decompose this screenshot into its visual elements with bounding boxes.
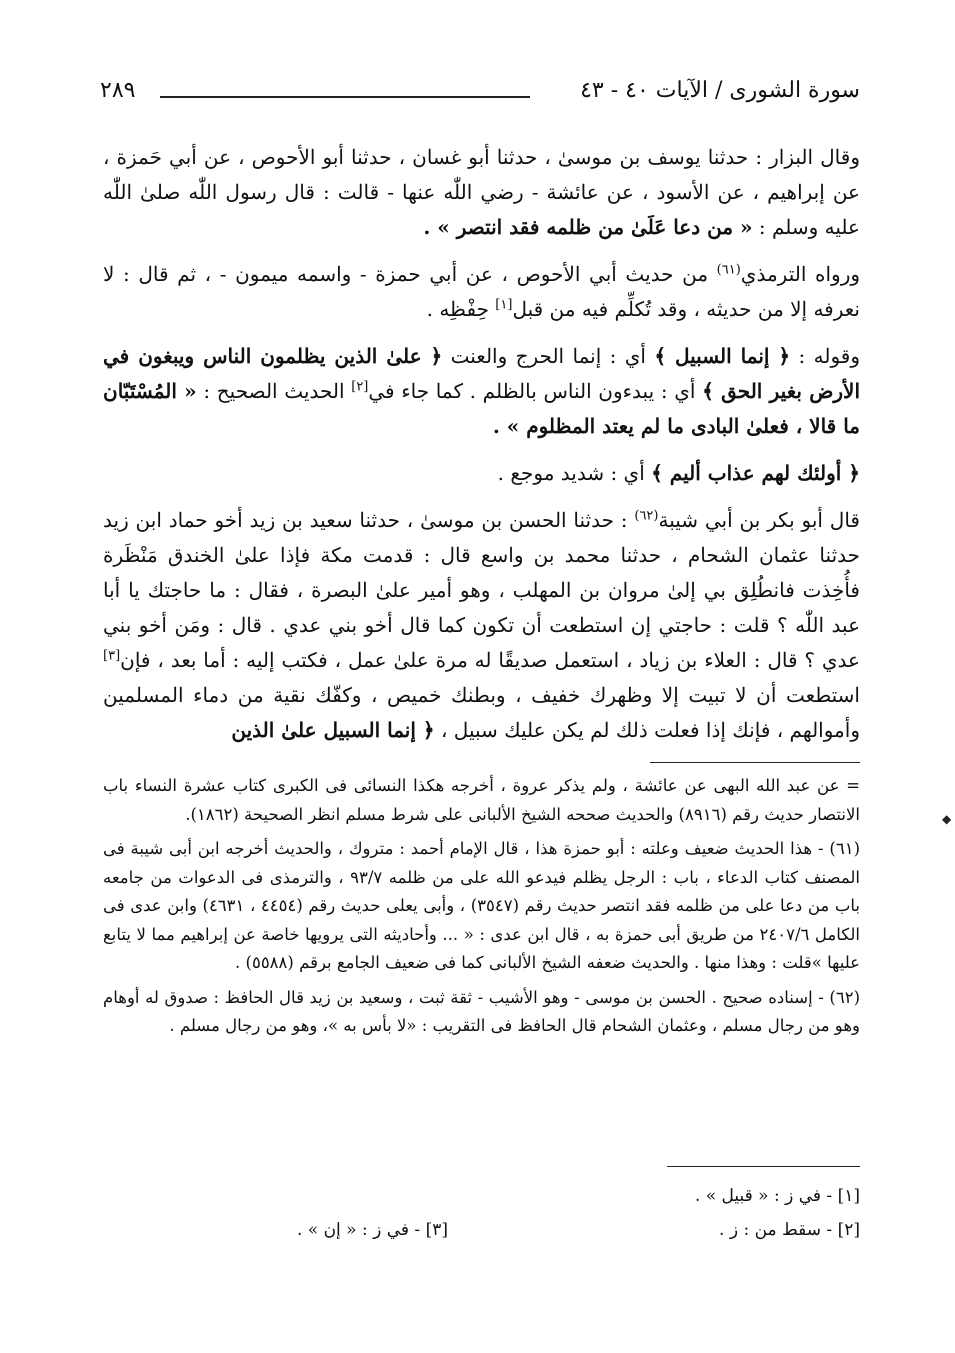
quran-quote: ﴿ علىٰ الذين يظلمون الناس ويبغون في الأرض بغير الحق ﴾: [103, 344, 860, 403]
running-title: سورة الشورى / الآيات ٤٠ - ٤٣: [580, 78, 860, 103]
paragraph-tirmidhi: [103, 257, 860, 327]
paragraph-ibn-abi-shayba: [103, 503, 860, 748]
paragraph-text: ورواه الترمذي: [740, 262, 861, 286]
footnote-62: (٦٢) - إسناده صحيح . الحسن بن موسى - وهو الأشيب - ثقة ثبت ، وسعيد بن زيد قال الحافظ : صدوق له أوهام وهو من رجال مسلم ، وعثمان الشحام قال الحافظ فى التقريب : «لا بأس به »، وهو من رجال مسلم .: [103, 987, 860, 1035]
paragraph-bazzar: [103, 140, 860, 245]
footnotes: [103, 772, 860, 1047]
paragraph-text: قال أبو بكر بن أبي شيبة: [658, 508, 860, 532]
quran-quote: ﴿ إنما السبيل علىٰ الذين: [231, 718, 435, 742]
paragraph-text: أي : إنما الحرج والعنت: [442, 344, 655, 368]
footnote-ref: (٦١): [716, 262, 741, 278]
paragraph-verse: [103, 456, 860, 491]
paragraph-tafsir: [103, 339, 860, 444]
editor-note-2: [٢] - سقط من : ز .: [719, 1220, 860, 1240]
footnote-61: (٦١) - هذا الحديث ضعيف وعلته : أبو حمزة هذا ، قال الإمام أحمد : متروك ، والحديث أخرجه ابن أبى شيبة فى المصنف كتاب الدعاء ، باب : الرجل يظلم فيدعو الله على من ظلمه ٩٣/٧ ، والترمذى فى الدعوات من جامعه باب من دعا على من ظلمه فقد انتصر حديث رقم (٣٥٤٧) ، وأبى يعلى حديث رقم (٤٤٥٤ ، ٤٦٣١) وابن عدى فى الكامل ٢٤٠٧/٦ من طريق أبى حمزة به ، قال ابن عدى : « ... وأحاديثه التى يرويها خاصة عن إبراهيم مما لا يتابع عليها »قلت : وهذا منها . والحديث ضعفه الشيخ الألبانى كما فى ضعيف الجامع برقم (٥٥٨٨) .: [103, 839, 860, 972]
footnote-continued: = عن عبد الله البهى عن عائشة ، ولم يذكر عروة ، أخرجه هكذا النسائى فى الكبرى كتاب عشرة النساء باب الانتصار حديث رقم (٨٩١٦) والحديث صححه الشيخ الألبانى على شرط مسلم انظر الصحيحة (١٨٦٢).: [103, 776, 860, 824]
main-text: [103, 140, 860, 760]
paragraph-text: استطعت أن لا تبيت إلا وظهرك خفيف ، وبطنك خميص ، وكفّك نقية من دماء المسلمين وأموالهم ، فإنك إذا فعلت ذلك لم يكن عليك سبيل ،: [103, 683, 860, 742]
quran-quote: ﴿ إنما السبيل ﴾: [654, 344, 791, 368]
paragraph-text: أي : شديد موجع .: [497, 461, 652, 485]
paragraph-text: وقال البزار : حدثنا يوسف بن موسىٰ ، حدثنا أبو غسان ، حدثنا أبو الأحوص ، عن أبي حَمزة ، عن إبراهيم ، عن الأسود ، عن عائشة - رضي اللّٰه عنها - قالت : قال رسول اللّٰه صلىٰ اللّٰه عليه وسلم :: [103, 145, 860, 239]
paragraph-text: حِفْظِه .: [426, 297, 496, 321]
header-rule: [160, 96, 530, 98]
running-head: [100, 78, 860, 118]
paragraph-text: وقوله :: [790, 344, 860, 368]
footnote-ref: (٦٢): [634, 508, 659, 524]
paragraph-text: من حديث أبي الأحوص ، عن أبي حمزة - واسمه ميمون - ، ثم قال : لا نعرفه إلا من حديثه ، وقد تُكلِّم فيه من قبل: [103, 262, 860, 321]
editor-note-1: [١] - في ز : « قبيل » .: [694, 1186, 860, 1206]
editor-notes-rule: [667, 1166, 860, 1167]
editor-note-ref: [١]: [495, 297, 513, 313]
quran-quote: ﴿ أولئك لهم عذاب أليم ﴾: [651, 461, 860, 485]
paragraph-text: أي : يبدءون الناس بالظلم . كما جاء في: [368, 379, 703, 403]
paragraph-text: الحديث الصحيح :: [203, 379, 352, 403]
margin-diamond-icon: ◆: [942, 812, 952, 826]
editor-note-ref: [٢]: [351, 379, 369, 395]
hadith-quote: « المُسْتَبّان ما قالا ، فعلىٰ البادى ما لم يعتد المظلوم » .: [103, 379, 860, 438]
paragraph-text: : حدثنا الحسن بن موسىٰ ، حدثنا سعيد بن زيد أخو حماد ابن زيد حدثنا عثمان الشحام ، حدثنا محمد بن واسع قال : قدمت مكة فإذا علىٰ الخندق مَنْظَرة فأُخِذت فانطُلِق بي إلىٰ مروان بن المهلب ، وهو أمير علىٰ البصرة ، فقال : ما حاجتك يا أبا عبد اللّٰه ؟ قلت : حاجتي إن استطعت أن تكون كما قال أخو بني عدي . قال : ومَن أخو بني عدي ؟ قال : العلاء بن زياد ، استعمل صديقًا له مرة علىٰ عمل ، فكتب إليه : أما بعد ، فإن: [103, 508, 860, 672]
page-number: ٢٨٩: [100, 78, 136, 103]
footnote-rule: [650, 762, 860, 763]
editor-note-ref: [٣]: [103, 648, 121, 664]
hadith-quote: « من دعا عَلَىٰ من ظلمه فقد انتصر » .: [423, 215, 753, 239]
editor-note-3: [٣] - في ز : « إن » .: [296, 1220, 448, 1240]
